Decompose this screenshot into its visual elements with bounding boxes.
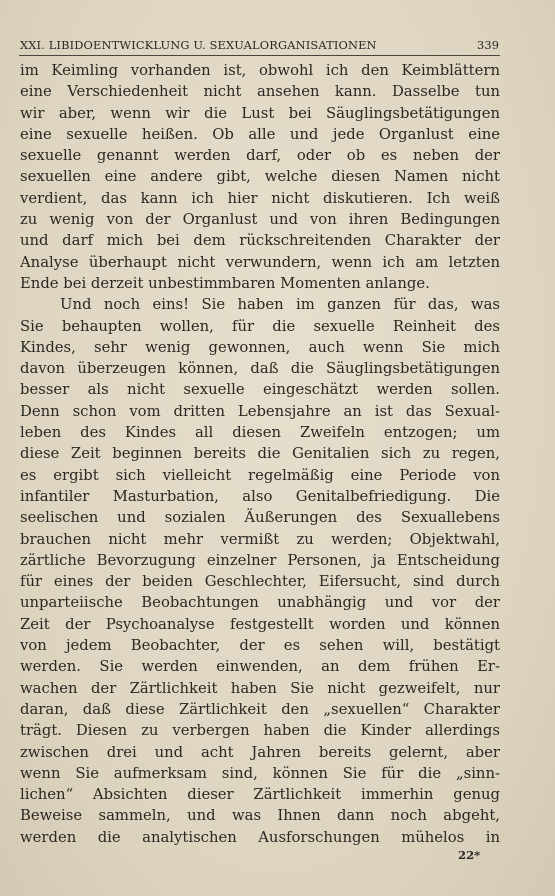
text-line: eine Verschiedenheit nicht ansehen kann. Dasselbe tun <box>20 83 500 101</box>
running-head <box>20 38 500 52</box>
text-line: Sie behaupten wollen, für die sexuelle Reinheit des <box>20 317 500 335</box>
header-rule <box>19 55 500 56</box>
text-line: im Keimling vorhanden ist, obwohl ich den Keimblättern <box>20 62 500 79</box>
text-line: eine sexuelle heißen. Ob alle und jede Organlust eine <box>20 125 500 143</box>
page-number: 339 <box>477 38 500 52</box>
text-line: leben des Kindes all diesen Zweifeln entzogen; um <box>20 424 500 442</box>
text-line: wenn Sie aufmerksam sind, können Sie für die „sinn- <box>20 764 500 782</box>
text-line: Zeit der Psychoanalyse festgestellt worden und können <box>20 615 500 633</box>
body-text <box>20 60 500 848</box>
text-line: wachen der Zärtlichkeit haben Sie nicht gezweifelt, nur <box>20 679 500 697</box>
text-line: Und noch eins! Sie haben im ganzen für das, was <box>60 296 500 314</box>
text-line: zwischen drei und acht Jahren bereits gelernt, aber <box>20 743 500 761</box>
text-line: Denn schon vom dritten Lebensjahre an ist das Sexual- <box>20 402 500 420</box>
text-line: von jedem Beobachter, der es sehen will, bestätigt <box>20 637 500 655</box>
text-line: sexuellen eine andere gibt, welche diesen Namen nicht <box>20 168 500 186</box>
text-line: besser als nicht sexuelle eingeschätzt werden sollen. <box>20 381 500 399</box>
text-line: unparteiische Beobachtungen unabhängig und vor der <box>20 594 500 612</box>
text-line: für eines der beiden Geschlechter, Eifersucht, sind durch <box>20 573 500 591</box>
running-title: XXI. LIBIDOENTWICKLUNG U. SEXUALORGANISATIONEN <box>20 38 377 52</box>
signature-mark: 22* <box>458 848 481 862</box>
text-line: daran, daß diese Zärtlichkeit den „sexuellen“ Charakter <box>20 700 500 718</box>
text-line: seelischen und sozialen Äußerungen des Sexuallebens <box>20 509 500 527</box>
text-line: werden. Sie werden einwenden, an dem frühen Er- <box>20 658 500 676</box>
text-line: zu wenig von der Organlust und von ihren Bedingungen <box>20 211 500 229</box>
text-line: und darf mich bei dem rückschreitenden Charakter der <box>20 232 500 250</box>
text-line: sexuelle genannt werden darf, oder ob es neben der <box>20 147 500 165</box>
text-line: lichen“ Absichten dieser Zärtlichkeit immerhin genug <box>20 786 500 804</box>
text-line: Kindes, sehr wenig gewonnen, auch wenn Sie mich <box>20 338 500 356</box>
text-line: brauchen nicht mehr vermißt zu werden; Objektwahl, <box>20 530 500 548</box>
text-line: zärtliche Bevorzugung einzelner Personen, ja Entscheidung <box>20 551 500 569</box>
text-line: trägt. Diesen zu verbergen haben die Kinder allerdings <box>20 722 500 740</box>
text-line: infantiler Masturbation, also Genitalbefriedigung. Die <box>20 487 500 505</box>
text-line: Analyse überhaupt nicht verwundern, wenn ich am letzten <box>20 253 500 271</box>
text-line: Ende bei derzeit unbestimmbaren Momenten anlange. <box>20 274 430 292</box>
text-line: wir aber, wenn wir die Lust bei Säuglingsbetätigungen <box>20 104 500 122</box>
text-line: werden die analytischen Ausforschungen mühelos in <box>20 828 500 846</box>
text-line: diese Zeit beginnen bereits die Genitalien sich zu regen, <box>20 445 500 463</box>
text-line: es ergibt sich vielleicht regelmäßig eine Periode von <box>20 466 500 484</box>
text-line: Beweise sammeln, und was Ihnen dann noch abgeht, <box>20 807 500 825</box>
text-line: davon überzeugen können, daß die Säuglingsbetätigungen <box>20 360 500 378</box>
text-line: verdient, das kann ich hier nicht diskutieren. Ich weiß <box>20 189 500 207</box>
